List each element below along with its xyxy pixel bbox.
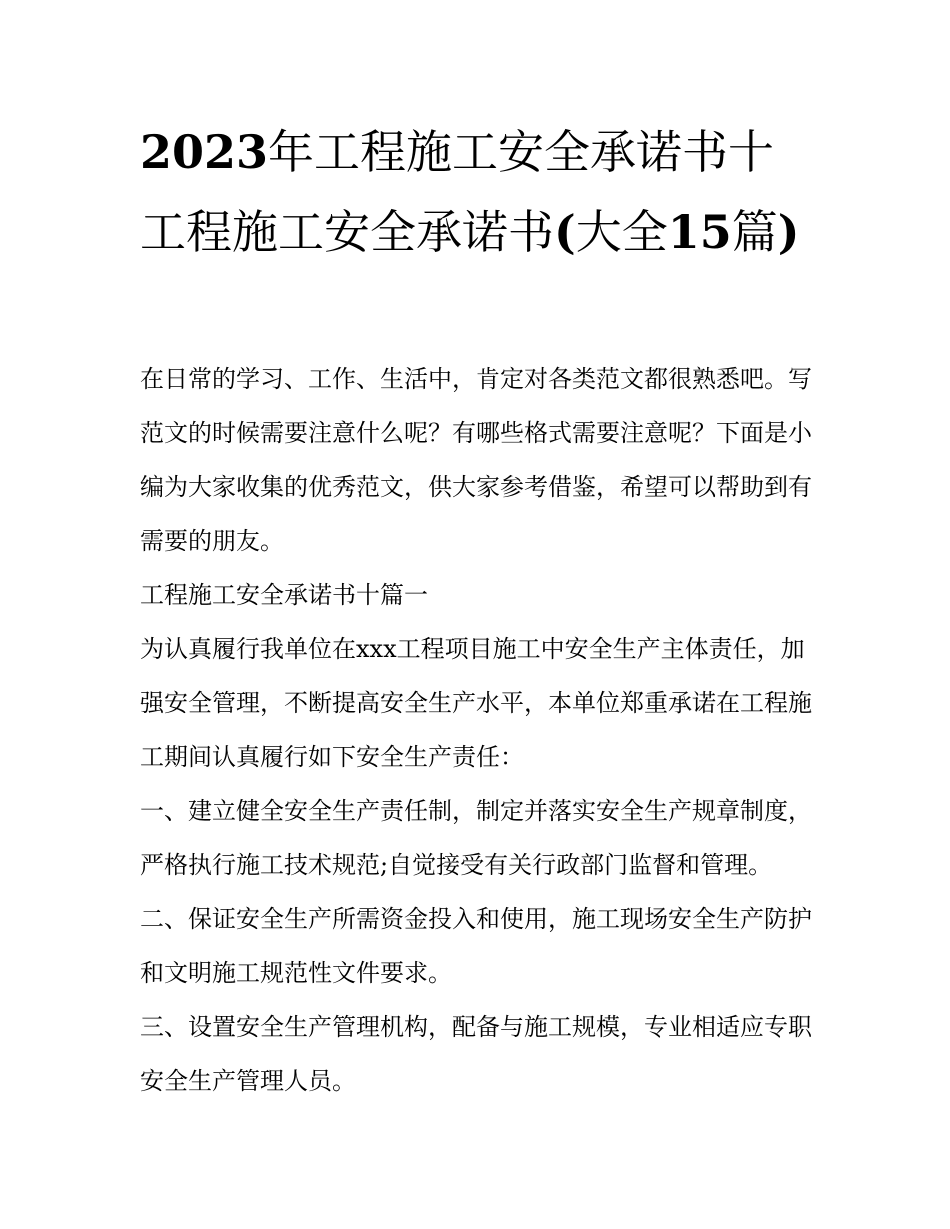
clause-two: 二、保证安全生产所需资金投入和使用，施工现场安全生产防护和文明施工规范性文件要求。	[140, 905, 812, 987]
clause-one: 一、建立健全安全生产责任制，制定并落实安全生产规章制度，严格执行施工技术规范;自觉接受有关行政部门监督和管理。	[140, 797, 812, 879]
intro-paragraph: 在日常的学习、工作、生活中，肯定对各类范文都很熟悉吧。写范文的时候需要注意什么呢？有哪些格式需要注意呢？下面是小编为大家收集的优秀范文，供大家参考借鉴，希望可以帮助到有需要的朋友。	[140, 365, 812, 555]
section-heading: 工程施工安全承诺书十篇一	[140, 581, 428, 609]
document-title: 2023年工程施工安全承诺书十工程施工安全承诺书(大全15篇)	[140, 125, 800, 259]
clause-three: 三、设置安全生产管理机构，配备与施工规模，专业相适应专职安全生产管理人员。	[140, 1013, 812, 1095]
commitment-paragraph: 为认真履行我单位在xxx工程项目施工中安全生产主体责任，加强安全管理，不断提高安全生产水平，本单位郑重承诺在工程施工期间认真履行如下安全生产责任：	[140, 635, 812, 771]
document-body	[140, 352, 820, 1108]
